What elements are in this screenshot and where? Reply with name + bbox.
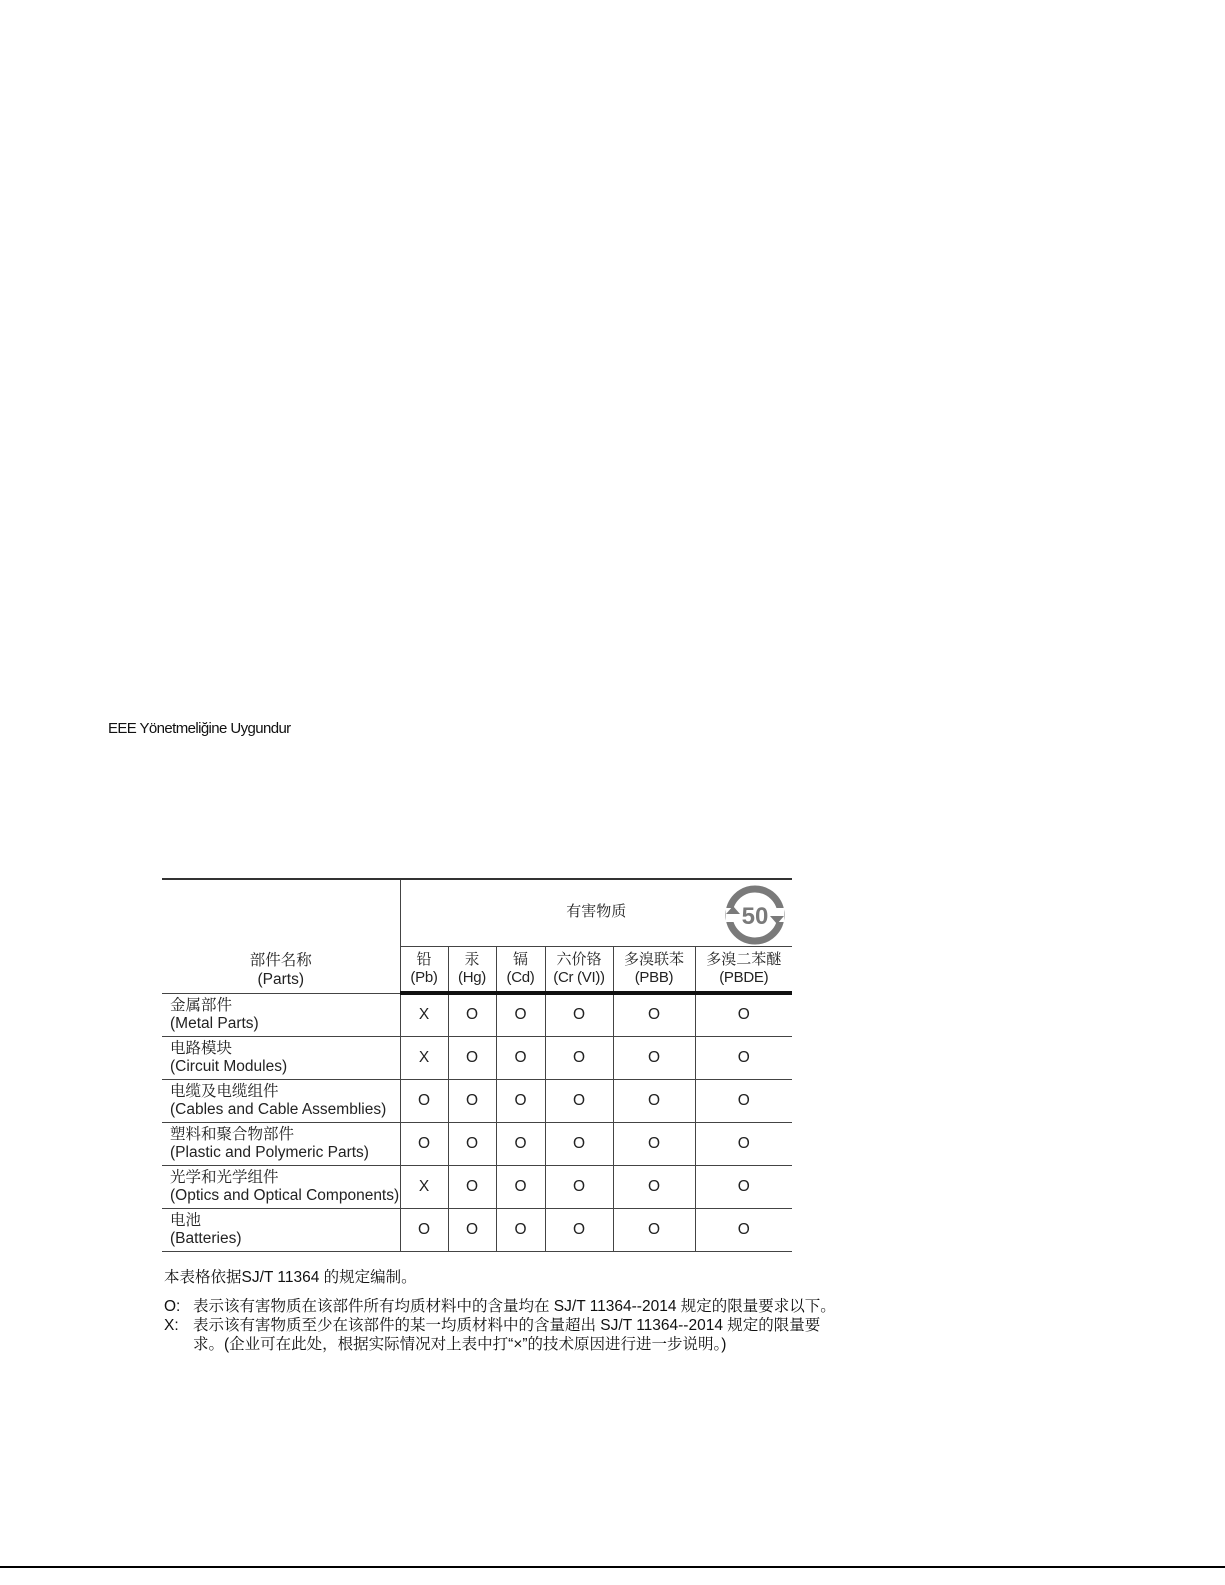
substance-symbol: (Pb) [410, 969, 438, 986]
parts-header [162, 879, 400, 993]
value-cell: O [695, 993, 792, 1036]
value-cell: O [400, 1079, 448, 1122]
efup-50-logo [724, 884, 786, 946]
table-row [162, 1079, 792, 1122]
table-row [162, 1208, 792, 1251]
table-row [162, 1122, 792, 1165]
logo-text: 50 [741, 903, 769, 930]
value-cell: O [613, 993, 695, 1036]
value-cell: O [448, 1122, 496, 1165]
x-legend [164, 1316, 843, 1354]
part-name [162, 1079, 400, 1122]
substance-cn: 多溴二苯醚 [706, 951, 782, 968]
value-cell: O [613, 1208, 695, 1251]
part-name-cn: 光学和光学组件 [170, 1168, 279, 1186]
substance-cn: 六价铬 [556, 951, 602, 968]
table-row [162, 993, 792, 1036]
part-name-cn: 电缆及电缆组件 [170, 1082, 279, 1100]
turkish-compliance-note: EEE Yönetmeliğine Uygundur [108, 720, 291, 737]
value-cell: O [448, 1208, 496, 1251]
value-cell: O [448, 1165, 496, 1208]
part-name [162, 1122, 400, 1165]
basis-note: 本表格依据SJ/T 11364 的规定编制。 [164, 1269, 417, 1286]
part-name-en: (Circuit Modules) [170, 1057, 288, 1075]
value-cell: O [695, 1036, 792, 1079]
substance-header [400, 879, 792, 947]
value-cell: O [545, 1165, 613, 1208]
value-cell: O [448, 993, 496, 1036]
value-cell: O [545, 1079, 613, 1122]
part-name [162, 1036, 400, 1079]
substance-header-text: 有害物质 [566, 903, 627, 920]
part-name [162, 993, 400, 1036]
value-cell: X [400, 993, 448, 1036]
value-cell: O [545, 993, 613, 1036]
value-cell: O [695, 1165, 792, 1208]
substance-symbol: (PBDE) [719, 969, 769, 986]
part-name-en: (Cables and Cable Assemblies) [170, 1100, 387, 1118]
page-bottom-rule [0, 1566, 1225, 1568]
value-cell: O [613, 1165, 695, 1208]
x-legend-text: 表示该有害物质至少在该部件的某一均质材料中的含量超出 SJ/T 11364--2014 规定的限量要求。(企业可在此处，根据实际情况对上表中打“×”的技术原因进行进一步说明。) [193, 1317, 821, 1353]
substance-symbol: (Cd) [506, 969, 535, 986]
value-cell: O [695, 1079, 792, 1122]
parts-header-cn: 部件名称 [249, 951, 312, 969]
substance-cn: 铅 [416, 951, 432, 968]
substance-col-pbde [695, 947, 792, 994]
value-cell: O [545, 1036, 613, 1079]
value-cell: O [400, 1122, 448, 1165]
substance-col-cd [496, 947, 545, 994]
table-notes [164, 1268, 843, 1354]
value-cell: O [545, 1208, 613, 1251]
part-name-cn: 电池 [170, 1211, 202, 1229]
value-cell: O [545, 1122, 613, 1165]
substance-cn: 多溴联苯 [623, 951, 684, 968]
value-cell: O [613, 1122, 695, 1165]
value-cell: O [496, 1165, 545, 1208]
substance-col-cr6 [545, 947, 613, 994]
part-name-en: (Optics and Optical Components) [170, 1186, 400, 1204]
value-cell: X [400, 1165, 448, 1208]
o-legend [164, 1297, 843, 1316]
value-cell: O [695, 1208, 792, 1251]
part-name [162, 1165, 400, 1208]
value-cell: O [613, 1079, 695, 1122]
part-name-en: (Batteries) [170, 1229, 242, 1247]
value-cell: O [613, 1036, 695, 1079]
value-cell: X [400, 1036, 448, 1079]
x-legend-key: X: [164, 1317, 179, 1334]
substance-cn: 汞 [464, 951, 480, 968]
value-cell: O [496, 1079, 545, 1122]
substance-col-hg [448, 947, 496, 994]
value-cell: O [496, 1208, 545, 1251]
part-name-en: (Plastic and Polymeric Parts) [170, 1143, 369, 1161]
value-cell: O [400, 1208, 448, 1251]
part-name-cn: 金属部件 [170, 996, 233, 1014]
substance-col-pb [400, 947, 448, 994]
value-cell: O [496, 1036, 545, 1079]
part-name-en: (Metal Parts) [170, 1014, 259, 1032]
o-legend-text: 表示该有害物质在该部件所有均质材料中的含量均在 SJ/T 11364--2014 规定的限量要求以下。 [193, 1298, 836, 1315]
part-name-cn: 电路模块 [170, 1039, 233, 1057]
substance-col-pbb [613, 947, 695, 994]
substance-symbol: (Hg) [458, 969, 486, 986]
table-row [162, 1036, 792, 1079]
substance-cn: 镉 [512, 951, 528, 968]
value-cell: O [695, 1122, 792, 1165]
value-cell: O [448, 1079, 496, 1122]
table-row [162, 1165, 792, 1208]
value-cell: O [448, 1036, 496, 1079]
value-cell: O [496, 1122, 545, 1165]
substance-symbol: (Cr (VI)) [553, 969, 605, 986]
parts-header-en: (Parts) [257, 970, 304, 988]
value-cell: O [496, 993, 545, 1036]
part-name-cn: 塑料和聚合物部件 [170, 1125, 295, 1143]
part-name [162, 1208, 400, 1251]
o-legend-key: O: [164, 1298, 181, 1315]
substance-symbol: (PBB) [634, 969, 674, 986]
hazardous-substance-table [162, 878, 792, 1252]
